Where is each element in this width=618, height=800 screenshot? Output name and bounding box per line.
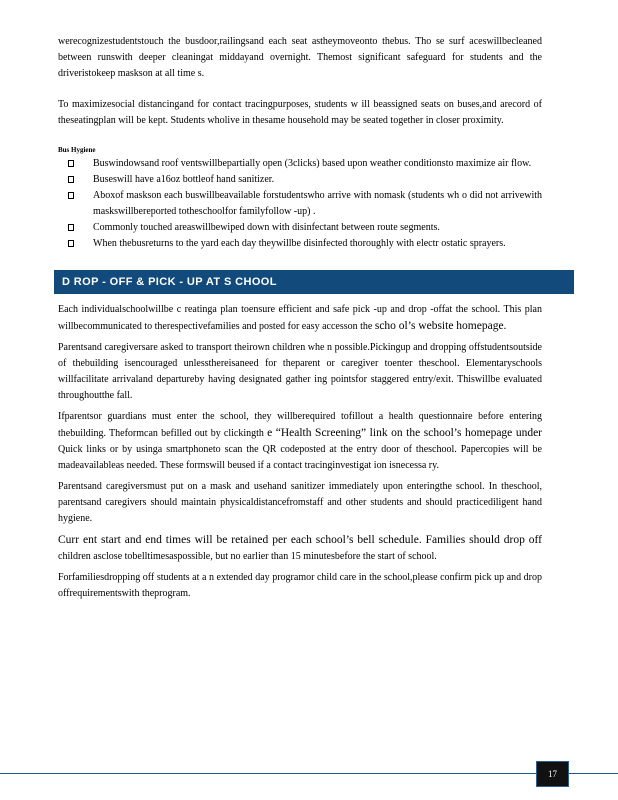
section-paragraph-4: Parentsand caregiversmust put on a mask and usehand sanitizer immediately upon enteringthe school. In theschool, parentsand caregivers should maintain physicaldistancefromstaff and other students and should practicediligent hand hygiene. [58, 481, 542, 524]
page-number: 17 [536, 761, 569, 787]
section-paragraph-2: Parentsand caregiversare asked to transport theirown children whe n possible.Pickingup and dropping offstudentsoutside of thebuilding isencouraged unlessthereisaneed for theparent or caregiver toenter theschool. Elementaryschools willfacilitate arrivaland departureby having designated gather ing pointsfor staggered entry/exit. Thiswillbe evaluated throughoutthe fall. [58, 342, 542, 401]
paragraph-text: Quick links or by usinga smartphoneto scan the QR codeposted at the entry door of theschool. Papercopies will be madeavailableas needed. These formswill beused if a contact tracinginvestigat ion isnecessa ry. [58, 444, 542, 471]
section-paragraph-1 [58, 302, 542, 335]
list-item [58, 188, 542, 220]
bus-hygiene-title: Bus Hygiene [58, 146, 96, 154]
footer-rule [0, 773, 618, 774]
list-item [58, 156, 542, 172]
dropoff-section [58, 302, 542, 602]
paragraph-text: Each individualschoolwillbe c reatinga plan toensure efficient and safe pick -up and drop -offat the school. This plan willbecommunicated to therespectivefamilies and posted for easy accesson the [58, 304, 542, 332]
section-heading-banner: D ROP - OFF & PICK - UP AT S CHOOL [54, 270, 574, 294]
intro-paragraph-2: To maximizesocial distancingand for contact tracingpurposes, students w ill beassigned seats on buses,and arecord of theseatingplan will be kept. Students wholive in thesame household may be seated together in closer proximity. [58, 99, 542, 126]
list-item-text: Buseswill have a16oz bottleof hand sanitizer. [93, 174, 275, 185]
list-item-text: Buswindowsand roof ventswillbepartially open (3clicks) based upon weather conditionsto maximize air flow. [93, 158, 532, 169]
document-page [58, 34, 542, 607]
section-paragraph-6: Forfamiliesdropping off students at a n extended day programor child care in the school,please confirm pick up and drop offrequirementswith theprogram. [58, 572, 542, 599]
list-item [58, 220, 542, 236]
bullet-box-icon [68, 176, 74, 183]
list-item-text: Commonly touched areaswillbewiped down with disinfectant between route segments. [93, 222, 440, 233]
bus-hygiene-list [58, 156, 542, 252]
bullet-box-icon [68, 192, 74, 199]
website-homepage-text: scho ol’s website homepage. [374, 320, 507, 332]
list-item [58, 172, 542, 188]
health-screening-link-text: e “Health Screening” link on the school’s homepage under [267, 427, 543, 439]
paragraph-text: children asclose tobelltimesaspossible, but no earlier than 15 minutesbefore the start of school. [58, 551, 437, 562]
section-paragraph-3 [58, 409, 542, 474]
bell-schedule-text: Curr ent start and end times will be retained per each school’s bell schedule. Families should drop off [58, 534, 542, 546]
bullet-box-icon [68, 224, 74, 231]
bullet-box-icon [68, 240, 74, 247]
paragraph-text: Ifparentsor guardians must enter the school, they willberequired tofillout a health questionnaire before entering thebuilding. Theformcan befilled out by clickingth [58, 411, 542, 439]
bullet-box-icon [68, 160, 74, 167]
section-paragraph-5 [58, 532, 542, 565]
list-item-text: When thebusreturns to the yard each day theywillbe disinfected thoroughly with electr ostatic sprayers. [93, 238, 506, 249]
intro-paragraph-1: werecognizestudentstouch the busdoor,railingsand each seat astheymoveonto thebus. Tho se surf aceswillbecleaned between runswith deeper cleaningat middayand overnight. Themost significant safeguard for students and the driveristokeep maskson at all time s. [58, 36, 542, 79]
list-item-text: Aboxof maskson each buswillbeavailable forstudentswho arrive with nomask (students wh o did not arrivewith maskswillbereported totheschoolfor familyfollow -up) . [93, 190, 542, 217]
list-item [58, 236, 542, 252]
